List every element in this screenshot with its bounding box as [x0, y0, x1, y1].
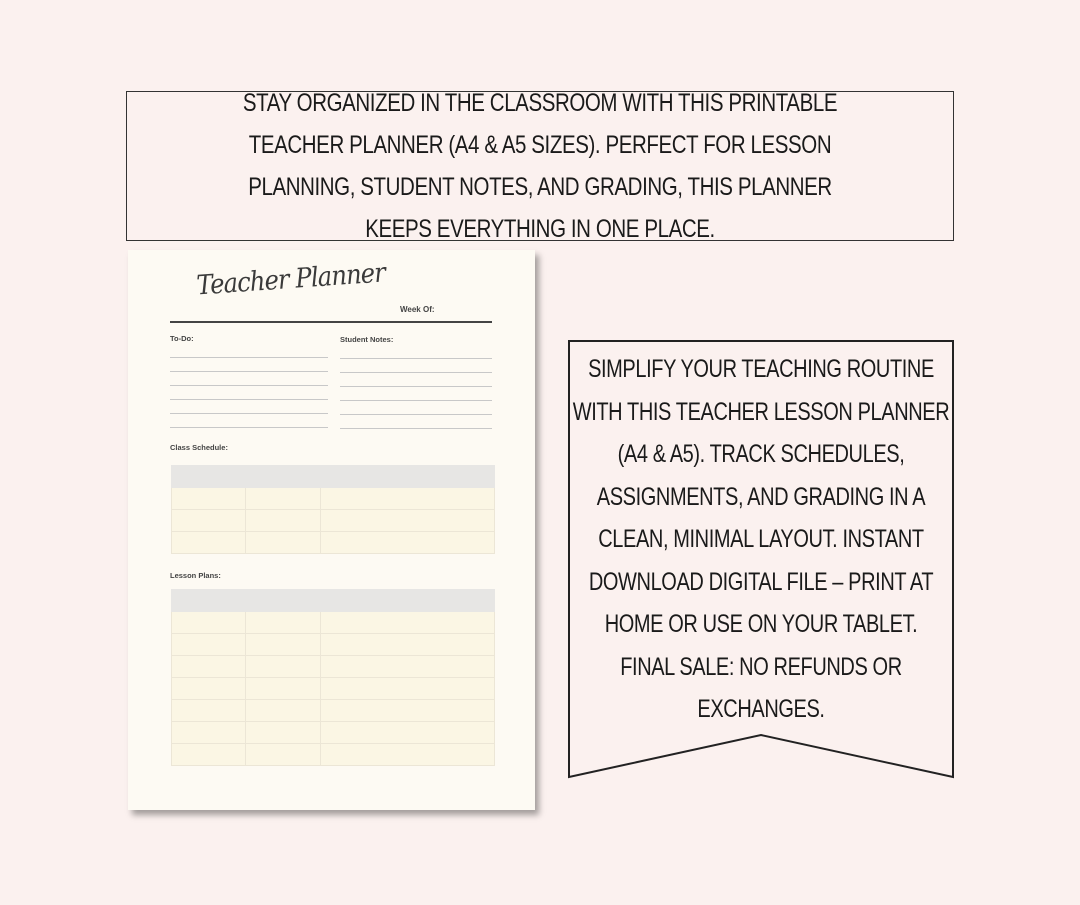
right-banner-line: FINAL SALE: NO REFUNDS OR — [620, 652, 902, 681]
week-of-label: Week Of: — [400, 305, 435, 314]
notes-line — [340, 414, 492, 415]
class-schedule-table — [171, 465, 495, 554]
todo-line — [170, 413, 328, 414]
table-row — [172, 656, 495, 678]
table-row — [172, 700, 495, 722]
right-banner-line: (A4 & A5). TRACK SCHEDULES, — [617, 440, 905, 468]
table-row — [172, 510, 495, 532]
planner-title: Teacher Planner — [195, 257, 386, 302]
table-row — [172, 466, 495, 488]
right-banner-line: DOWNLOAD DIGITAL FILE – PRINT AT — [588, 567, 934, 596]
table-row — [172, 488, 495, 510]
right-banner-line: HOME OR USE ON YOUR TABLET. — [604, 610, 918, 638]
table-row — [172, 532, 495, 554]
table-row — [172, 634, 495, 656]
table-row — [172, 590, 495, 612]
notes-line — [340, 372, 492, 373]
todo-label: To-Do: — [170, 334, 194, 343]
table-row — [172, 744, 495, 766]
right-banner-line: EXCHANGES. — [697, 695, 825, 723]
notes-line — [340, 386, 492, 387]
notes-line — [340, 400, 492, 401]
right-banner-line: ASSIGNMENTS, AND GRADING IN A — [596, 482, 926, 511]
todo-line — [170, 399, 328, 400]
notes-line — [340, 358, 492, 359]
lesson-plans-label: Lesson Plans: — [170, 571, 221, 580]
right-banner-line: CLEAN, MINIMAL LAYOUT. INSTANT — [598, 525, 924, 553]
todo-line — [170, 427, 328, 428]
top-description-banner — [126, 91, 954, 241]
lesson-plans-table — [171, 589, 495, 766]
right-banner-text — [572, 348, 950, 731]
table-row — [172, 722, 495, 744]
table-row — [172, 612, 495, 634]
right-description-banner — [568, 340, 954, 780]
todo-line — [170, 385, 328, 386]
right-banner-line: SIMPLIFY YOUR TEACHING ROUTINE — [588, 355, 934, 383]
table-row — [172, 678, 495, 700]
right-banner-line: WITH THIS TEACHER LESSON PLANNER — [572, 397, 950, 426]
todo-line — [170, 371, 328, 372]
class-schedule-label: Class Schedule: — [170, 443, 228, 452]
top-banner-text: STAY ORGANIZED IN THE CLASSROOM WITH THIS PRINTABLE TEACHER PLANNER (A4 & A5 SIZES). PERFECT FOR LESSON PLANNING, STUDENT NOTES, AND GRADING, THIS PLANNER KEEPS EVERYTHING IN ONE PLACE. — [242, 89, 838, 243]
todo-line — [170, 357, 328, 358]
planner-page-preview — [128, 250, 535, 810]
title-divider — [170, 321, 492, 323]
notes-line — [340, 428, 492, 429]
student-notes-label: Student Notes: — [340, 335, 394, 344]
